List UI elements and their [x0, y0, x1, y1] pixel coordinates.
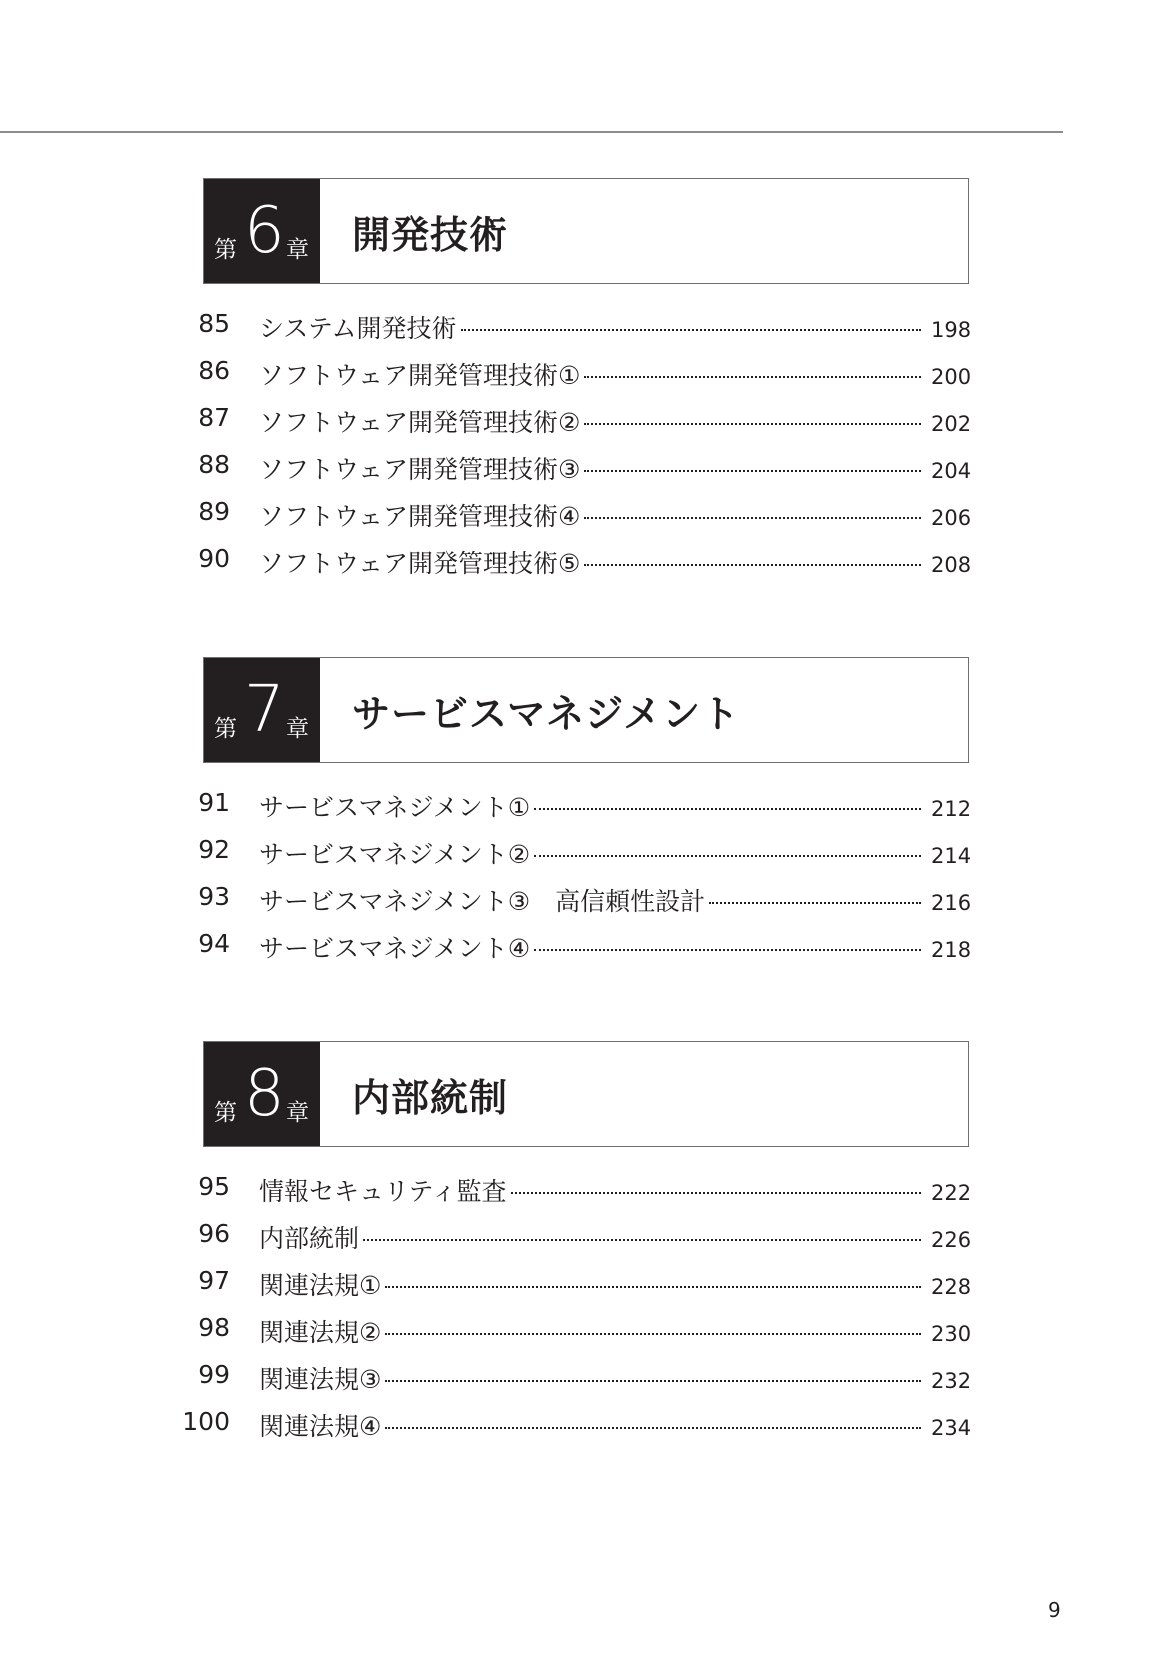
chapter-dai: 第 — [214, 716, 237, 742]
page-ref: 212 — [931, 797, 972, 821]
leader-dots — [584, 517, 921, 519]
leader-dots — [584, 423, 921, 425]
leader-dots — [584, 470, 921, 472]
toc-entry[interactable] — [198, 450, 972, 497]
section-title: 関連法規① — [259, 1271, 382, 1300]
section-number: 99 — [198, 1360, 230, 1389]
leader-dots — [461, 329, 921, 331]
chapter-6-section — [198, 178, 972, 607]
section-title: サービスマネジメント① — [259, 793, 531, 822]
toc-entry[interactable] — [198, 835, 972, 882]
section-number: 86 — [198, 356, 230, 385]
page-ref: 200 — [931, 365, 972, 389]
section-title: サービスマネジメント④ — [259, 934, 531, 963]
section-number: 85 — [198, 309, 230, 338]
section-title: ソフトウェア開発管理技術④ — [259, 502, 581, 531]
page-ref: 218 — [931, 938, 972, 962]
section-title: ソフトウェア開発管理技術① — [259, 361, 581, 390]
page-ref: 214 — [931, 844, 972, 868]
leader-dots — [385, 1427, 921, 1429]
section-title: 情報セキュリティ監査 — [259, 1177, 507, 1206]
section-title: サービスマネジメント③ 高信頼性設計 — [259, 887, 706, 916]
section-number: 97 — [198, 1266, 230, 1295]
page-ref: 216 — [931, 891, 972, 915]
section-title: 関連法規③ — [259, 1365, 382, 1394]
toc-entry[interactable] — [198, 1313, 972, 1360]
section-number: 93 — [198, 882, 230, 911]
leader-dots — [584, 564, 921, 566]
page-ref: 198 — [931, 318, 972, 342]
toc-entry[interactable] — [198, 403, 972, 450]
section-number: 98 — [198, 1313, 230, 1342]
leader-dots — [534, 808, 921, 810]
chapter-7-section — [198, 657, 972, 992]
section-number: 95 — [198, 1172, 230, 1201]
toc-entry[interactable] — [198, 1266, 972, 1313]
leader-dots — [363, 1239, 921, 1241]
page-ref: 222 — [931, 1181, 972, 1205]
chapter-dai: 第 — [214, 237, 237, 263]
chapter-number: 8 — [244, 1057, 285, 1131]
page-ref: 206 — [931, 506, 972, 530]
chapter-title: 開発技術 — [352, 212, 509, 257]
toc-entry[interactable] — [198, 497, 972, 544]
section-number: 89 — [198, 497, 230, 526]
chapter-number: 7 — [244, 673, 285, 747]
leader-dots — [709, 902, 921, 904]
section-number: 87 — [198, 403, 230, 432]
toc-entry[interactable] — [182, 1407, 972, 1454]
page-ref: 226 — [931, 1228, 972, 1252]
section-number: 91 — [198, 788, 230, 817]
chapter-dai: 第 — [214, 1100, 237, 1126]
chapter-title: 内部統制 — [352, 1075, 509, 1120]
section-number: 88 — [198, 450, 230, 479]
section-number: 94 — [198, 929, 230, 958]
toc-entry[interactable] — [198, 1360, 972, 1407]
section-title: 関連法規② — [259, 1318, 382, 1347]
section-number: 92 — [198, 835, 230, 864]
chapter-badge — [204, 179, 320, 283]
chapter-number: 6 — [244, 194, 285, 268]
chapter-header — [203, 1041, 969, 1147]
section-title: システム開発技術 — [259, 314, 457, 343]
toc-entry[interactable] — [198, 309, 972, 356]
chapter-title: サービスマネジメント — [352, 691, 741, 736]
page-ref: 202 — [931, 412, 972, 436]
leader-dots — [385, 1286, 921, 1288]
section-title: ソフトウェア開発管理技術② — [259, 408, 581, 437]
section-title: ソフトウェア開発管理技術③ — [259, 455, 581, 484]
page-ref: 228 — [931, 1275, 972, 1299]
section-number: 96 — [198, 1219, 230, 1248]
page-ref: 232 — [931, 1369, 972, 1393]
leader-dots — [534, 855, 921, 857]
page-ref: 208 — [931, 553, 972, 577]
section-title: ソフトウェア開発管理技術⑤ — [259, 549, 581, 578]
chapter-header — [203, 657, 969, 763]
section-number: 100 — [182, 1407, 230, 1436]
chapter-header — [203, 178, 969, 284]
page-ref: 234 — [931, 1416, 972, 1440]
chapter-8-section — [182, 1041, 972, 1470]
section-title: サービスマネジメント② — [259, 840, 531, 869]
leader-dots — [584, 376, 921, 378]
section-title: 内部統制 — [259, 1224, 360, 1253]
page-number: 9 — [1048, 1598, 1061, 1622]
leader-dots — [511, 1192, 921, 1194]
page-ref: 230 — [931, 1322, 972, 1346]
toc-list — [198, 788, 972, 976]
chapter-sho: 章 — [286, 237, 309, 263]
chapter-badge — [204, 658, 320, 762]
top-rule — [0, 131, 1063, 133]
toc-entry[interactable] — [198, 1219, 972, 1266]
section-title: 関連法規④ — [259, 1412, 382, 1441]
page-ref: 204 — [931, 459, 972, 483]
section-number: 90 — [198, 544, 230, 573]
leader-dots — [534, 949, 921, 951]
chapter-badge — [204, 1042, 320, 1146]
toc-entry[interactable] — [198, 356, 972, 403]
toc-entry[interactable] — [198, 788, 972, 835]
toc-entry[interactable] — [198, 929, 972, 976]
leader-dots — [385, 1333, 921, 1335]
toc-list — [198, 309, 972, 591]
toc-list — [182, 1172, 972, 1454]
toc-entry[interactable] — [198, 544, 972, 591]
toc-entry[interactable] — [198, 1172, 972, 1219]
chapter-sho: 章 — [286, 1100, 309, 1126]
toc-entry[interactable] — [198, 882, 972, 929]
chapter-sho: 章 — [286, 716, 309, 742]
leader-dots — [385, 1380, 921, 1382]
